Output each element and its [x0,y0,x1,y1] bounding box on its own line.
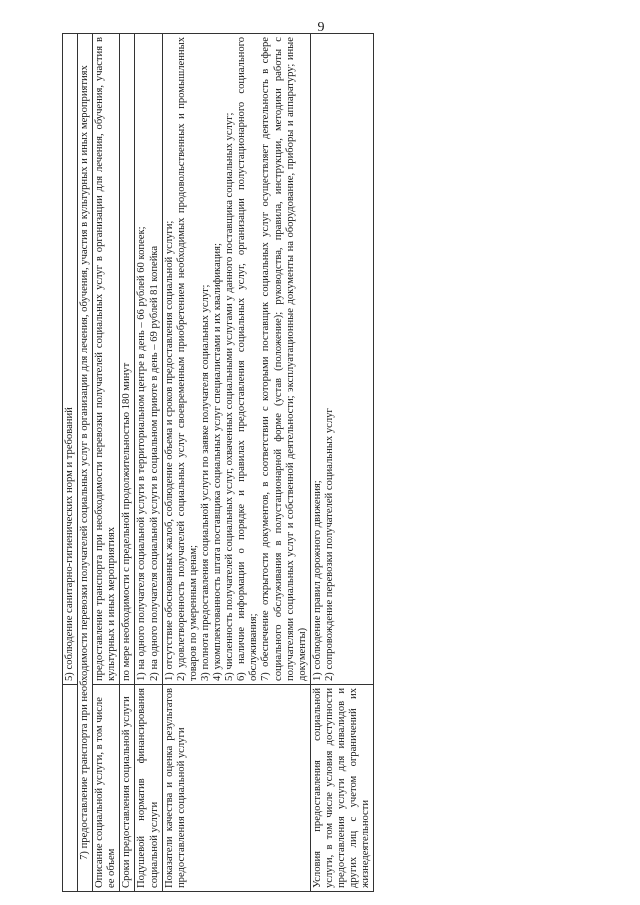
table-row-sanitary [63,34,78,892]
table-row-service-title [78,34,93,892]
value-line: 2) удовлетворенность получателей социальных услуг своевременным приобретением необходимых продовольственных и промышленных товаров по умеренным ценам; [175,37,199,681]
sanitary-cell: 5) соблюдение санитарно-гигиенических норм и требований [63,34,78,685]
table-row-description [93,34,120,892]
row-value [135,34,162,685]
value-line: 4) укомплектованность штата поставщика социальных услуг специалистами и их квалификация; [212,243,224,681]
row-value [93,34,120,685]
value-line: 2) сопровождение перевозки получателей социальных услуг [323,408,335,681]
row-label: Описание социальной услуги, в том числе ее объем [93,685,120,892]
value-line: предоставление транспорта при необходимости перевозки получателей социальных услуг в организации для лечения, обучения, участия в культурных и иных мероприятиях [94,37,118,681]
row-value [120,34,135,685]
value-line: 1) соблюдение правил дорожного движения; [311,480,323,681]
page-number: 9 [317,20,325,35]
row-label: Показатели качества и оценка результатов предоставления социальной услуги [162,685,310,892]
rotated-table-container [62,34,580,892]
value-line: 7) обеспечение открытости документов, в соответствии с которыми поставщик социальных услуг осуществляет деятельность в сфере социального обслуживания в полустационарной форме (устав (положение); руководства, правила, инструкции, методики работы с получателями социальных услуг и собственной деятельности; эксплуатационные документы на оборудование, приборы и аппаратуру; иные документы) [260,37,308,681]
row-label: Сроки предоставления социальной услуги [120,685,135,892]
value-line: 6) наличие информации о порядке и правилах предоставления социальных услуг, организации полустационарного социального обслуживания; [236,37,260,681]
row-label: Условия предоставления социальной услуги, в том числе условия доступности предоставления услуги для инвалидов и других лиц с учетом ограничений их жизнедеятельности [310,685,373,892]
table-row-terms [120,34,135,892]
row-value [162,34,310,685]
value-line: 5) численность получателей социальных услуг, охваченных социальными услугами у данного поставщика социальных услуг; [224,112,236,681]
row-value [310,34,373,685]
value-line: 1) на одного получателя социальной услуги в территориальном центре в день – 66 рублей 60 копеек; [136,226,148,681]
value-line: 2) на одного получателя социальной услуги в социальном приюте в день – 69 рублей 81 копейка [148,245,160,681]
value-line: по мере необходимости с предельной продолжительностью 180 минут [121,362,133,681]
value-line: 1) отсутствие обоснованных жалоб, соблюдение объема и сроков предоставления социальной услуги; [163,220,175,681]
value-line: 3) полнота предоставления социальной услуги по заявке получателя социальных услуг; [199,284,211,681]
row-label: Подушевой норматив финансирования социальной услуги [135,685,162,892]
table-row-conditions [310,34,373,892]
service-title-cell: 7) предоставление транспорта при необходимости перевозки получателей социальных услуг в организации для лечения, обучения, участия в культурных и иных мероприятиях [78,34,93,892]
table-row-financing [135,34,162,892]
table-row-quality [162,34,310,892]
service-standard-table [62,33,374,892]
